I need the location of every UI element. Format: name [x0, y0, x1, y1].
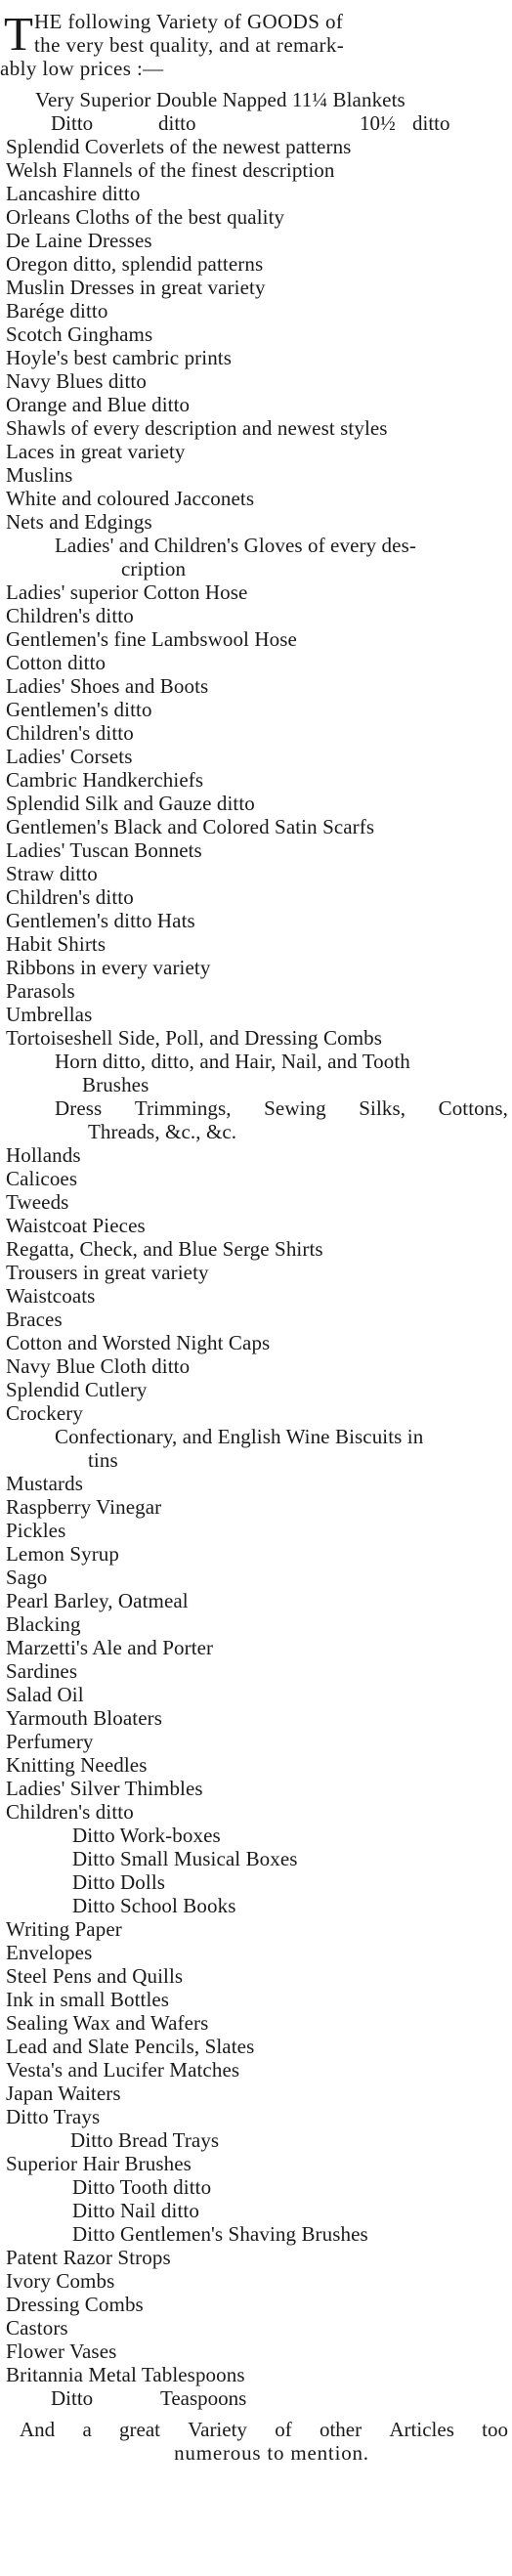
list-item: Raspberry Vinegar — [6, 1495, 162, 1519]
blanket-size: 10½ — [360, 111, 396, 135]
closing-word: too — [482, 2418, 508, 2441]
list-item: Hoyle's best cambric prints — [6, 346, 233, 369]
list-item: Britannia Metal Tablespoons — [6, 2363, 245, 2386]
list-item: Tortoiseshell Side, Poll, and Dressing Combs — [6, 1026, 383, 1050]
closing-line-2: numerous to mention. — [174, 2441, 369, 2465]
goods-list-4 — [6, 1472, 508, 1824]
ditto-word: ditto — [412, 111, 450, 135]
list-item: Ink in small Bottles — [6, 1988, 170, 2011]
list-item: Cotton and Worsted Night Caps — [6, 1331, 271, 1354]
list-item: Ditto Nail ditto — [72, 2199, 199, 2222]
list-item: Gentlemen's ditto — [6, 698, 152, 721]
list-item: Salad Oil — [6, 1683, 84, 1706]
list-item: Ladies' Tuscan Bonnets — [6, 838, 202, 862]
list-item: Flower Vases — [6, 2340, 117, 2363]
list-item: Ditto Small Musical Boxes — [72, 1847, 298, 1870]
list-item: Ditto Gentlemen's Shaving Brushes — [72, 2222, 368, 2246]
list-item: Welsh Flannels of the finest description — [6, 158, 335, 182]
closing-word: great — [119, 2418, 161, 2441]
list-item: Knitting Needles — [6, 1753, 148, 1777]
list-item: Pickles — [6, 1519, 66, 1542]
dress-word: Trimmings, — [134, 1096, 232, 1120]
list-item: Yarmouth Bloaters — [6, 1706, 162, 1730]
list-item: Children's ditto — [6, 1800, 134, 1824]
list-item: Sago — [6, 1566, 48, 1589]
list-item: Sealing Wax and Wafers — [6, 2011, 209, 2035]
list-item: Steel Pens and Quills — [6, 1964, 184, 1988]
closing-word: of — [275, 2418, 292, 2441]
list-item: Navy Blues ditto — [6, 369, 147, 393]
list-item-teaspoons — [6, 2386, 508, 2410]
list-item: Crockery — [6, 1401, 83, 1425]
closing-word: Variety — [188, 2418, 247, 2441]
list-item: Gentlemen's ditto Hats — [6, 909, 195, 932]
list-item: Oregon ditto, splendid patterns — [6, 252, 264, 276]
closing-line-1 — [6, 2418, 508, 2441]
list-item-horn-cont: Brushes — [82, 1073, 149, 1096]
list-item: Castors — [6, 2316, 68, 2340]
list-item: Barége ditto — [6, 299, 108, 322]
list-item: Ladies' Corsets — [6, 745, 133, 768]
list-item: Ladies' superior Cotton Hose — [6, 580, 248, 604]
list-item: Superior Hair Brushes — [6, 2152, 192, 2175]
list-item: Envelopes — [6, 1941, 93, 1964]
list-item: Vesta's and Lucifer Matches — [6, 2058, 240, 2082]
closing-word: Articles — [389, 2418, 454, 2441]
list-item-gloves-text: Ladies' and Children's Gloves of every des- — [55, 534, 416, 557]
list-item: Ladies' Silver Thimbles — [6, 1777, 203, 1800]
list-item: Ladies' Shoes and Boots — [6, 674, 209, 698]
list-item: Cotton ditto — [6, 651, 107, 674]
goods-list-10 — [6, 2246, 508, 2386]
list-item: Trousers in great variety — [6, 1261, 209, 1284]
intro-line-2: the very best quality, and at remark- — [33, 33, 345, 57]
list-item: Ditto Dolls — [72, 1870, 166, 1894]
list-item: White and coloured Jacconets — [6, 487, 255, 510]
list-item: Calicoes — [6, 1167, 78, 1190]
dress-word: Silks, — [359, 1096, 406, 1120]
list-item: Scotch Ginghams — [6, 322, 153, 346]
list-item: Navy Blue Cloth ditto — [6, 1354, 191, 1378]
list-item: Straw ditto — [6, 862, 98, 885]
list-item: Dressing Combs — [6, 2293, 144, 2316]
list-item: Pearl Barley, Oatmeal — [6, 1589, 189, 1612]
list-item: Gentlemen's Black and Colored Satin Scarfs — [6, 815, 375, 838]
list-item-dress-cont: Threads, &c., &c. — [88, 1120, 237, 1143]
list-item: Splendid Cutlery — [6, 1378, 148, 1401]
list-item: Waistcoat Pieces — [6, 1214, 146, 1237]
list-item: Muslin Dresses in great variety — [6, 276, 266, 299]
list-item: Splendid Coverlets of the newest patterns — [6, 135, 352, 158]
list-item: Orange and Blue ditto — [6, 393, 191, 416]
list-item: Japan Waiters — [6, 2082, 121, 2105]
goods-list-2 — [6, 580, 508, 1050]
drop-cap: T — [4, 7, 32, 61]
closing-word: And — [20, 2418, 56, 2441]
goods-list-1 — [6, 135, 508, 534]
list-item: Habit Shirts — [6, 932, 107, 956]
closing-paragraph — [6, 2418, 508, 2465]
teaspoons-ditto: Ditto — [51, 2386, 94, 2410]
list-item-gloves-cont: cription — [121, 557, 187, 580]
list-item-gloves — [6, 534, 508, 557]
list-item: Marzetti's Ale and Porter — [6, 1636, 214, 1659]
list-item: Ditto Work-boxes — [72, 1824, 221, 1847]
goods-list-8 — [6, 2152, 508, 2175]
list-item-dress — [6, 1096, 508, 1120]
ditto-word: Ditto — [51, 111, 94, 135]
list-item: Mustards — [6, 1472, 83, 1495]
list-item: Perfumery — [6, 1730, 94, 1753]
goods-list-9 — [6, 2175, 508, 2246]
list-item: Nets and Edgings — [6, 510, 152, 534]
goods-list-5 — [6, 1824, 508, 1917]
list-item: Shawls of every description and newest styles — [6, 416, 388, 440]
teaspoons-label: Teaspoons — [160, 2386, 247, 2410]
list-item: Lemon Syrup — [6, 1542, 120, 1566]
list-item: Parasols — [6, 979, 75, 1003]
ditto-word: ditto — [158, 111, 196, 135]
dress-word: Cottons, — [438, 1096, 508, 1120]
list-item-confectionary-cont: tins — [88, 1448, 118, 1472]
list-item: Ribbons in every variety — [6, 956, 211, 979]
intro-paragraph — [0, 7, 508, 80]
list-item-blankets-ditto — [6, 111, 508, 135]
list-item: Orleans Cloths of the best quality — [6, 205, 285, 229]
list-item: Children's ditto — [6, 604, 134, 627]
dress-word: Sewing — [264, 1096, 326, 1120]
list-item: Laces in great variety — [6, 440, 186, 463]
list-item: Patent Razor Strops — [6, 2246, 171, 2269]
list-item: Waistcoats — [6, 1284, 96, 1308]
list-item: Splendid Silk and Gauze ditto — [6, 792, 255, 815]
list-item-confectionary: Confectionary, and English Wine Biscuits in — [55, 1425, 424, 1448]
list-item: Ivory Combs — [6, 2269, 115, 2293]
list-item: Cambric Handkerchiefs — [6, 768, 204, 792]
list-item: Ditto School Books — [72, 1894, 236, 1917]
closing-word: other — [319, 2418, 363, 2441]
list-item: Muslins — [6, 463, 73, 487]
list-item: Hollands — [6, 1143, 81, 1167]
closing-word: a — [82, 2418, 92, 2441]
list-item: Ditto Trays — [6, 2105, 101, 2128]
goods-list-6 — [6, 1917, 508, 2128]
list-item: Gentlemen's fine Lambswool Hose — [6, 627, 297, 651]
list-item: Blacking — [6, 1612, 81, 1636]
list-item: Children's ditto — [6, 885, 134, 909]
list-item: Regatta, Check, and Blue Serge Shirts — [6, 1237, 323, 1261]
list-item: Children's ditto — [6, 721, 134, 745]
list-item: Lancashire ditto — [6, 182, 141, 205]
goods-list-7 — [6, 2128, 508, 2152]
list-item: Braces — [6, 1308, 63, 1331]
list-item-horn: Horn ditto, ditto, and Hair, Nail, and Tooth — [55, 1050, 410, 1073]
intro-line-1: HE following Variety of GOODS of — [33, 10, 344, 33]
list-item-blankets: Very Superior Double Napped 11¼ Blankets — [35, 88, 405, 111]
intro-line-3: ably low prices :— — [0, 57, 164, 80]
list-item: Tweeds — [6, 1190, 69, 1214]
list-item: Umbrellas — [6, 1003, 93, 1026]
list-item: Lead and Slate Pencils, Slates — [6, 2035, 255, 2058]
list-item: De Laine Dresses — [6, 229, 152, 252]
list-item: Writing Paper — [6, 1917, 122, 1941]
list-item: Ditto Bread Trays — [70, 2128, 220, 2152]
list-item: Ditto Tooth ditto — [72, 2175, 212, 2199]
dress-word: Dress — [55, 1096, 103, 1120]
goods-list-3 — [6, 1143, 508, 1425]
list-item: Sardines — [6, 1659, 78, 1683]
